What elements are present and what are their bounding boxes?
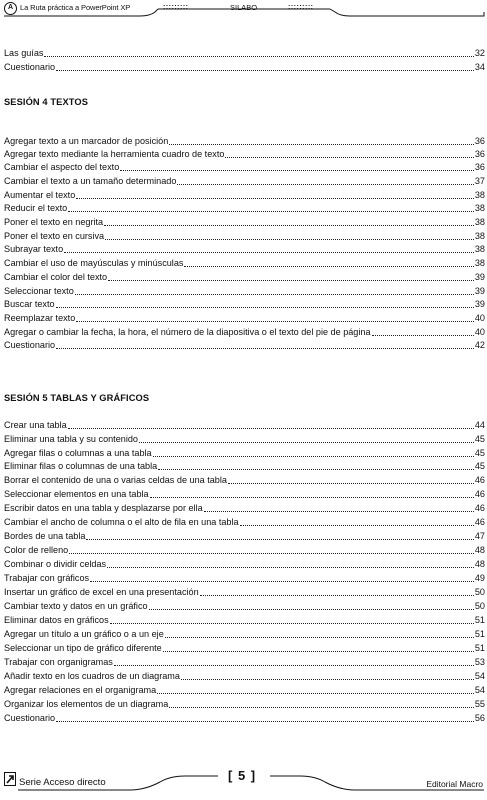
toc-entry-page: 50 <box>474 587 485 597</box>
dot-leader <box>114 664 474 666</box>
dot-leader <box>44 55 473 57</box>
toc-entry-title: Cuestionario <box>4 340 56 350</box>
publisher-logo-icon: A <box>4 2 17 15</box>
toc-entry-page: 44 <box>474 420 485 430</box>
toc-entry <box>4 475 485 486</box>
toc-entry <box>4 601 485 612</box>
dot-leader <box>56 69 474 71</box>
toc-entry <box>4 327 485 338</box>
toc-entry-page: 38 <box>474 258 485 268</box>
toc-entry-title: Eliminar datos en gráficos <box>4 615 109 625</box>
dot-leader <box>169 706 474 708</box>
dot-leader <box>225 156 473 158</box>
dot-leader <box>228 482 474 484</box>
session-5-heading: SESIÓN 5 TABLAS Y GRÁFICOS <box>4 393 150 403</box>
toc-entry <box>4 313 485 324</box>
dot-leader <box>90 580 474 582</box>
toc-entry-title: Las guías <box>4 48 44 58</box>
dot-leader <box>163 650 474 652</box>
toc-entry-page: 48 <box>474 545 485 555</box>
toc-entry-title: Agregar filas o columnas a una tabla <box>4 448 152 458</box>
toc-entry-page: 54 <box>474 671 485 681</box>
toc-entry-page: 45 <box>474 434 485 444</box>
toc-entry <box>4 136 485 147</box>
dot-leader <box>150 496 474 498</box>
header-dots-left: ::::::::: <box>163 4 189 11</box>
toc-entry <box>4 461 485 472</box>
dot-leader <box>64 251 474 253</box>
toc-entry-title: Reemplazar texto <box>4 313 76 323</box>
toc-entry <box>4 244 485 255</box>
dot-leader <box>139 441 474 443</box>
page-number: [ 5 ] <box>228 768 257 783</box>
toc-entry-title: Poner el texto en cursiva <box>4 231 105 241</box>
toc-entry-title: Insertar un gráfico de excel en una presentación <box>4 587 199 597</box>
toc-entry-page: 38 <box>474 217 485 227</box>
toc-entry <box>4 272 485 283</box>
toc-entry-title: Buscar texto <box>4 299 55 309</box>
toc-entry-title: Agregar relaciones en el organigrama <box>4 685 157 695</box>
toc-entry-page: 46 <box>474 475 485 485</box>
toc-entry-title: Cambiar el uso de mayúsculas y minúsculas <box>4 258 184 268</box>
toc-entry-title: Crear una tabla <box>4 420 67 430</box>
toc-entry-page: 38 <box>474 190 485 200</box>
toc-entry-title: Seleccionar texto <box>4 286 74 296</box>
toc-entry-page: 32 <box>474 48 485 58</box>
dot-leader <box>76 320 474 322</box>
toc-entry-title: Color de relleno <box>4 545 69 555</box>
toc-entry-title: Subrayar texto <box>4 244 64 254</box>
toc-entry-page: 36 <box>474 149 485 159</box>
toc-entry-page: 39 <box>474 299 485 309</box>
toc-entry-page: 38 <box>474 231 485 241</box>
dot-leader <box>76 197 474 199</box>
toc-entry <box>4 489 485 500</box>
toc-entry-title: Organizar los elementos de un diagrama <box>4 699 169 709</box>
toc-entry-page: 48 <box>474 559 485 569</box>
toc-entry-title: Cuestionario <box>4 713 56 723</box>
dot-leader <box>86 538 473 540</box>
toc-entry <box>4 48 485 59</box>
toc-entry-page: 54 <box>474 685 485 695</box>
toc-entry-title: Trabajar con gráficos <box>4 573 90 583</box>
toc-entry-title: Cambiar el ancho de columna o el alto de fila en una tabla <box>4 517 239 527</box>
dot-leader <box>56 347 474 349</box>
shortcut-arrow-icon <box>4 772 16 786</box>
dot-leader <box>110 622 474 624</box>
footer-series-name: Serie Acceso directo <box>19 777 106 788</box>
toc-entry-page: 34 <box>474 62 485 72</box>
toc-entry-title: Agregar texto a un marcador de posición <box>4 136 169 146</box>
header-section-label: SILABO <box>230 3 258 12</box>
dot-leader <box>169 143 474 145</box>
dot-leader <box>69 552 474 554</box>
toc-entry-title: Cuestionario <box>4 62 56 72</box>
toc-entry-page: 46 <box>474 503 485 513</box>
toc-entry <box>4 258 485 269</box>
toc-entry-page: 53 <box>474 657 485 667</box>
toc-entry <box>4 517 485 528</box>
toc-entry <box>4 713 485 724</box>
toc-entry-page: 40 <box>474 313 485 323</box>
dot-leader <box>157 692 474 694</box>
dot-leader <box>120 169 474 171</box>
toc-entry-title: Reducir el texto <box>4 203 68 213</box>
dot-leader <box>68 427 474 429</box>
dot-leader <box>108 279 474 281</box>
toc-entry-title: Agregar un título a un gráfico o a un eje <box>4 629 164 639</box>
toc-entry <box>4 587 485 598</box>
dot-leader <box>181 678 474 680</box>
toc-entry <box>4 62 485 73</box>
toc-entry <box>4 573 485 584</box>
toc-entry-page: 36 <box>474 162 485 172</box>
toc-entry <box>4 643 485 654</box>
toc-entry-page: 36 <box>474 136 485 146</box>
toc-entry-title: Eliminar una tabla y su contenido <box>4 434 138 444</box>
toc-entry <box>4 657 485 668</box>
toc-entry-title: Cambiar el aspecto del texto <box>4 162 120 172</box>
toc-entry <box>4 629 485 640</box>
toc-entry-title: Poner el texto en negrita <box>4 217 104 227</box>
toc-entry <box>4 545 485 556</box>
dot-leader <box>75 293 474 295</box>
toc-entry-page: 51 <box>474 615 485 625</box>
dot-leader <box>184 265 473 267</box>
footer-publisher: Editorial Macro <box>426 779 483 789</box>
toc-entry <box>4 531 485 542</box>
dot-leader <box>56 720 474 722</box>
toc-entry-page: 37 <box>474 176 485 186</box>
dot-leader <box>149 608 474 610</box>
toc-entry <box>4 434 485 445</box>
dot-leader <box>204 510 474 512</box>
toc-entry-page: 46 <box>474 517 485 527</box>
toc-entry-page: 49 <box>474 573 485 583</box>
toc-entry-title: Cambiar texto y datos en un gráfico <box>4 601 148 611</box>
toc-entry-page: 56 <box>474 713 485 723</box>
dot-leader <box>158 468 474 470</box>
dot-leader <box>107 566 474 568</box>
dot-leader <box>165 636 474 638</box>
toc-entry <box>4 685 485 696</box>
toc-entry-title: Seleccionar un tipo de gráfico diferente <box>4 643 162 653</box>
toc-entry <box>4 503 485 514</box>
toc-entry <box>4 190 485 201</box>
toc-entry-page: 51 <box>474 643 485 653</box>
toc-entry-title: Combinar o dividir celdas <box>4 559 107 569</box>
toc-entry <box>4 149 485 160</box>
toc-entry <box>4 340 485 351</box>
toc-entry-title: Borrar el contenido de una o varias celdas de una tabla <box>4 475 227 485</box>
toc-entry <box>4 559 485 570</box>
dot-leader <box>240 524 474 526</box>
toc-entry <box>4 299 485 310</box>
dot-leader <box>372 334 474 336</box>
toc-entry-page: 40 <box>474 327 485 337</box>
dot-leader <box>105 238 474 240</box>
toc-entry-page: 38 <box>474 203 485 213</box>
dot-leader <box>104 224 474 226</box>
toc-entry <box>4 203 485 214</box>
toc-entry-page: 45 <box>474 448 485 458</box>
book-series-title: La Ruta práctica a PowerPoint XP <box>20 3 131 12</box>
toc-entry <box>4 162 485 173</box>
toc-entry-page: 42 <box>474 340 485 350</box>
toc-entry-page: 51 <box>474 629 485 639</box>
toc-entry-page: 39 <box>474 272 485 282</box>
toc-entry-page: 38 <box>474 244 485 254</box>
toc-entry-title: Añadir texto en los cuadros de un diagrama <box>4 671 180 681</box>
header-dots-right: ::::::::: <box>288 4 314 11</box>
toc-entry <box>4 217 485 228</box>
toc-entry <box>4 448 485 459</box>
toc-entry-page: 50 <box>474 601 485 611</box>
toc-entry <box>4 699 485 710</box>
dot-leader <box>68 210 474 212</box>
toc-entry-title: Aumentar el texto <box>4 190 76 200</box>
toc-entry-title: Trabajar con organigramas <box>4 657 113 667</box>
page-header <box>0 0 487 24</box>
toc-entry-title: Bordes de una tabla <box>4 531 86 541</box>
dot-leader <box>56 306 474 308</box>
toc-entry-title: Escribir datos en una tabla y desplazarse por ella <box>4 503 203 513</box>
dot-leader <box>177 183 474 185</box>
toc-entry-title: Agregar o cambiar la fecha, la hora, el número de la diapositiva o el texto del pie de página <box>4 327 371 337</box>
toc-entry-page: 46 <box>474 489 485 499</box>
dot-leader <box>200 594 474 596</box>
toc-entry <box>4 231 485 242</box>
toc-entry <box>4 615 485 626</box>
toc-entry-title: Cambiar el color del texto <box>4 272 108 282</box>
page-footer <box>0 760 487 800</box>
toc-entry <box>4 176 485 187</box>
toc-entry <box>4 286 485 297</box>
dot-leader <box>153 455 474 457</box>
toc-entry-page: 47 <box>474 531 485 541</box>
toc-entry-title: Agregar texto mediante la herramienta cuadro de texto <box>4 149 225 159</box>
toc-entry <box>4 671 485 682</box>
toc-entry-page: 55 <box>474 699 485 709</box>
toc-entry <box>4 420 485 431</box>
session-4-heading: SESIÓN 4 TEXTOS <box>4 97 88 107</box>
toc-entry-title: Eliminar filas o columnas de una tabla <box>4 461 158 471</box>
toc-entry-title: Seleccionar elementos en una tabla <box>4 489 149 499</box>
toc-entry-title: Cambiar el texto a un tamaño determinado <box>4 176 177 186</box>
toc-entry-page: 39 <box>474 286 485 296</box>
toc-entry-page: 45 <box>474 461 485 471</box>
